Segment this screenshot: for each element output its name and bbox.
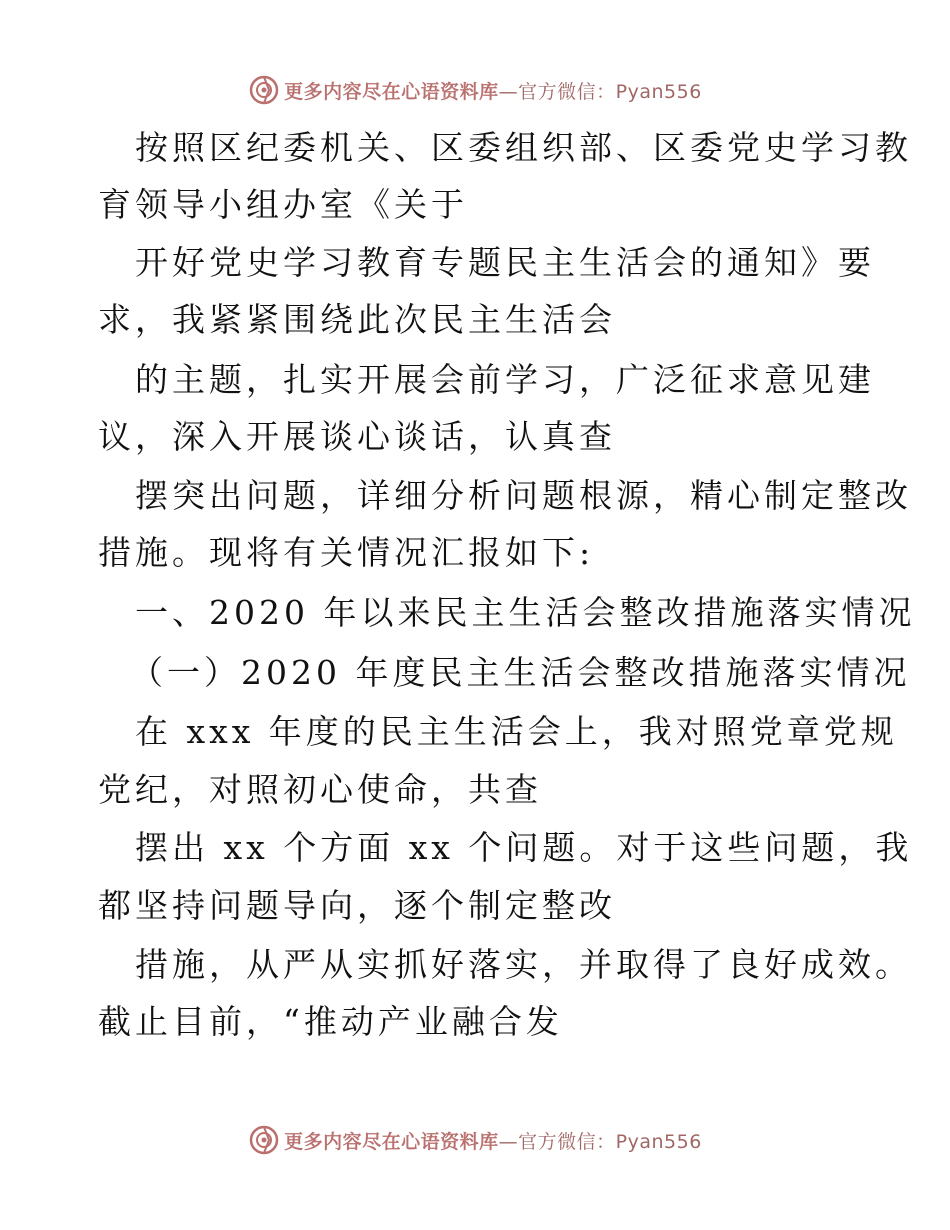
watermark-main-text: 更多内容尽在心语资料库 — [284, 80, 499, 103]
paragraph-line: 党纪，对照初心使命，共查 — [98, 770, 542, 809]
watermark-main-text: 更多内容尽在心语资料库 — [284, 1130, 499, 1153]
paragraph-line: 育领导小组办室《关于 — [98, 185, 468, 224]
paragraph-line: 按照区纪委机关、区委组织部、区委党史学习教 — [135, 128, 912, 167]
subsection-heading: （一）2020 年度民主生活会整改措施落实情况 — [130, 653, 911, 692]
paragraph-line: 措施，从严从实抓好落实，并取得了良好成效。 — [135, 945, 912, 984]
paragraph-line: 求，我紧紧围绕此次民主生活会 — [98, 300, 616, 339]
paragraph-line: 都坚持问题导向，逐个制定整改 — [98, 886, 616, 925]
watermark-header — [0, 70, 950, 110]
paragraph-line: 措施。现将有关情况汇报如下: — [98, 533, 595, 572]
watermark-sub-text: 官方微信：Pyan556 — [518, 80, 702, 103]
watermark-footer — [0, 1120, 950, 1160]
paragraph-line: 议，深入开展谈心谈话，认真查 — [98, 417, 616, 456]
watermark-text — [284, 1127, 702, 1154]
watermark-sub-text: 官方微信：Pyan556 — [518, 1130, 702, 1153]
paragraph-line: 在 xxx 年度的民主生活会上，我对照党章党规 — [135, 712, 898, 751]
seal-logo-icon — [248, 74, 280, 106]
watermark-separator: — — [498, 80, 519, 103]
seal-logo-icon — [248, 1124, 280, 1156]
watermark-separator: — — [498, 1130, 519, 1153]
paragraph-line: 的主题，扎实开展会前学习，广泛征求意见建 — [135, 360, 875, 399]
watermark-text — [284, 77, 702, 104]
paragraph-line: 摆突出问题，详细分析问题根源，精心制定整改 — [135, 476, 912, 515]
section-heading: 一、2020 年以来民主生活会整改措施落实情况 — [135, 593, 916, 632]
paragraph-line: 摆出 xx 个方面 xx 个问题。对于这些问题，我 — [135, 828, 913, 867]
paragraph-line: 截止目前，“推动产业融合发 — [98, 1002, 563, 1041]
paragraph-line: 开好党史学习教育专题民主生活会的通知》要 — [135, 243, 875, 282]
